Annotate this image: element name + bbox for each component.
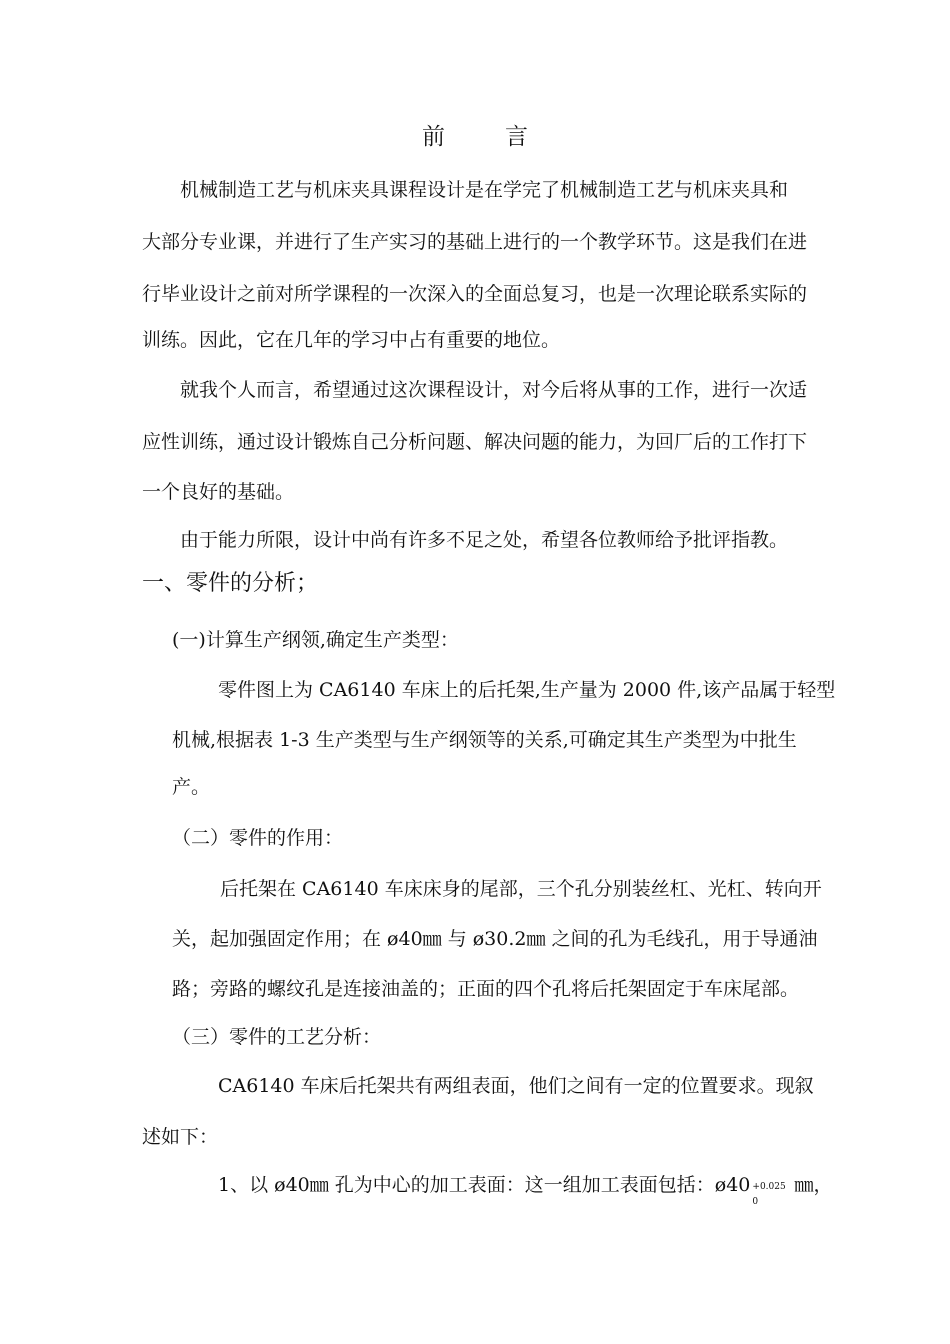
intro-p1-line: 大部分专业课，并进行了生产实习的基础上进行的一个教学环节。这是我们在进	[142, 231, 808, 253]
tolerance-upper: +0.025	[752, 1182, 786, 1192]
body-line: 机械,根据表 1-3 生产类型与生产纲领等的关系,可确定其生产类型为中批生	[172, 729, 797, 751]
intro-p2-line: 就我个人而言，希望通过这次课程设计，对今后将从事的工作，进行一次适	[180, 379, 808, 401]
title-char: 言	[505, 124, 528, 150]
intro-p3-line: 由于能力所限，设计中尚有许多不足之处，希望各位教师给予批评指教。	[180, 529, 789, 551]
body-line: 零件图上为 CA6140 车床上的后托架,生产量为 2000 件,该产品属于轻型	[218, 679, 836, 701]
unit-text: ㎜，	[788, 1174, 833, 1196]
intro-p1-line: 机械制造工艺与机床夹具课程设计是在学完了机械制造工艺与机床夹具和	[180, 179, 789, 201]
intro-p2-line: 应性训练，通过设计锻炼自己分析问题、解决问题的能力，为回厂后的工作打下	[142, 431, 808, 453]
list-item-text: 1、以 ø40㎜ 孔为中心的加工表面：这一组加工表面包括：ø40	[218, 1174, 751, 1196]
subsection-heading: (一)计算生产纲领,确定生产类型：	[172, 629, 459, 651]
subsection-heading: （二）零件的作用：	[172, 827, 344, 849]
page-title	[0, 118, 950, 151]
body-line: 关，起加强固定作用；在 ø40㎜ 与 ø30.2㎜ 之间的孔为毛线孔，用于导通油	[172, 928, 818, 950]
list-item	[218, 1172, 833, 1207]
tolerance	[750, 1172, 788, 1207]
section-heading: 一、零件的分析；	[142, 571, 319, 596]
body-line: 路；旁路的螺纹孔是连接油盖的；正面的四个孔将后托架固定于车床尾部。	[172, 978, 800, 1000]
intro-p2-line: 一个良好的基础。	[142, 481, 295, 503]
tolerance-lower: 0	[752, 1197, 759, 1207]
body-line: CA6140 车床后托架共有两组表面，他们之间有一定的位置要求。现叙	[218, 1075, 814, 1097]
body-line: 产。	[172, 776, 211, 798]
subsection-heading: （三）零件的工艺分析：	[172, 1026, 382, 1048]
intro-p1-line: 训练。因此，它在几年的学习中占有重要的地位。	[142, 329, 561, 351]
intro-p1-line: 行毕业设计之前对所学课程的一次深入的全面总复习，也是一次理论联系实际的	[142, 283, 808, 305]
title-char: 前	[422, 124, 445, 150]
body-line: 后托架在 CA6140 车床床身的尾部，三个孔分别装丝杠、光杠、转向开	[220, 878, 822, 900]
body-line: 述如下：	[142, 1126, 219, 1148]
